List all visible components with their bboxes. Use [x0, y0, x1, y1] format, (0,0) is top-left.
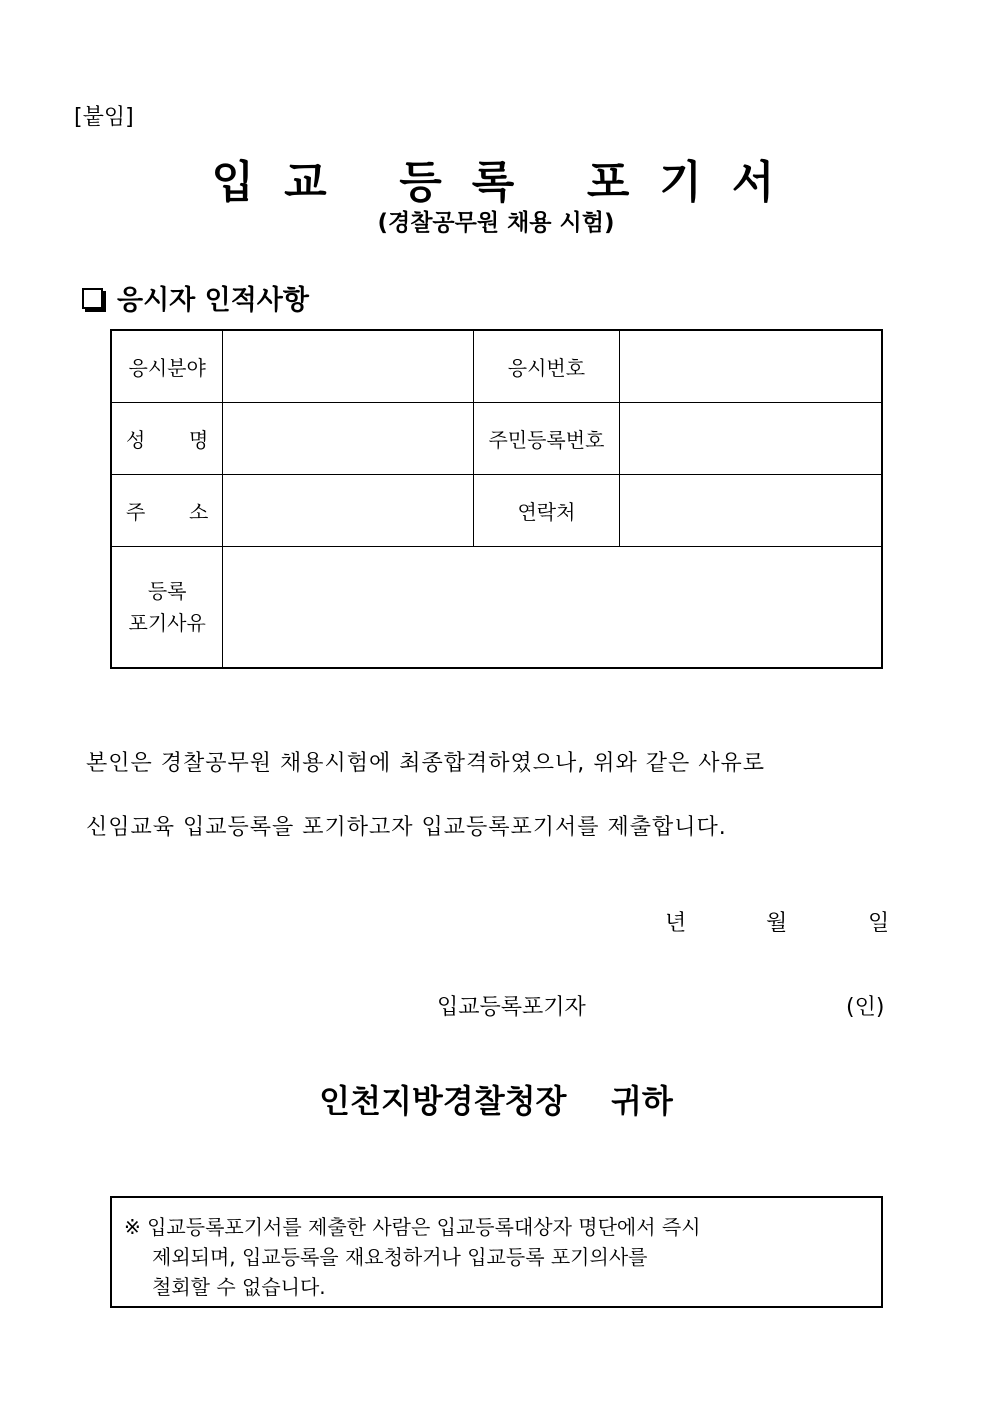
section-title: 응시자 인적사항	[117, 285, 309, 316]
name-value[interactable]	[223, 402, 473, 474]
statement-line-2: 신임교육 입교등록을 포기하고자 입교등록포기서를 제출합니다.	[86, 815, 727, 840]
reason-value[interactable]	[223, 546, 882, 668]
section-heading	[82, 278, 309, 317]
notice-box	[110, 1196, 883, 1308]
notice-line-1: ※ 입교등록포기서를 제출한 사람은 입교등록대상자 명단에서 즉시	[124, 1215, 701, 1239]
exam-number-label: 응시번호	[473, 330, 620, 402]
exam-number-value[interactable]	[620, 330, 882, 402]
contact-value[interactable]	[620, 474, 882, 546]
resident-number-value[interactable]	[620, 402, 882, 474]
statement-line-1: 본인은 경찰공무원 채용시험에 최종합격하였으나, 위와 같은 사유로	[86, 751, 766, 776]
applicant-info-table	[110, 329, 883, 669]
title-char: 등	[399, 157, 448, 208]
document-title	[0, 146, 992, 210]
address-label: 주 소	[111, 474, 223, 546]
table-row	[111, 330, 882, 402]
title-char: 기	[659, 157, 708, 208]
title-char: 포	[586, 157, 636, 208]
name-label: 성 명	[111, 402, 223, 474]
document-subtitle: (경찰공무원 채용 시험)	[377, 210, 615, 236]
addressee: 인천지방경찰청장 귀하	[319, 1082, 673, 1120]
date-month: 월	[766, 911, 788, 936]
notice-line-3: 철회할 수 없습니다.	[152, 1275, 326, 1299]
field-label: 응시분야	[111, 330, 223, 402]
title-char: 입	[211, 157, 261, 208]
seal-mark: (인)	[846, 995, 885, 1020]
contact-label: 연락처	[473, 474, 620, 546]
title-char: 교	[284, 157, 333, 208]
date-day: 일	[868, 911, 890, 936]
notice-line-2: 제외되며, 입교등록을 재요청하거나 입교등록 포기의사를	[152, 1245, 648, 1269]
checkbox-icon	[82, 288, 103, 309]
reason-label: 등록 포기사유	[111, 546, 223, 668]
table-row	[111, 402, 882, 474]
field-value[interactable]	[223, 330, 473, 402]
resident-number-label: 주민등록번호	[473, 402, 620, 474]
table-row	[111, 546, 882, 668]
title-char: 록	[471, 157, 521, 208]
attachment-label: [붙임]	[74, 105, 134, 130]
table-row	[111, 474, 882, 546]
date-year: 년	[665, 911, 687, 936]
address-value[interactable]	[223, 474, 473, 546]
title-char: 서	[731, 157, 781, 208]
signer-label: 입교등록포기자	[437, 995, 586, 1020]
